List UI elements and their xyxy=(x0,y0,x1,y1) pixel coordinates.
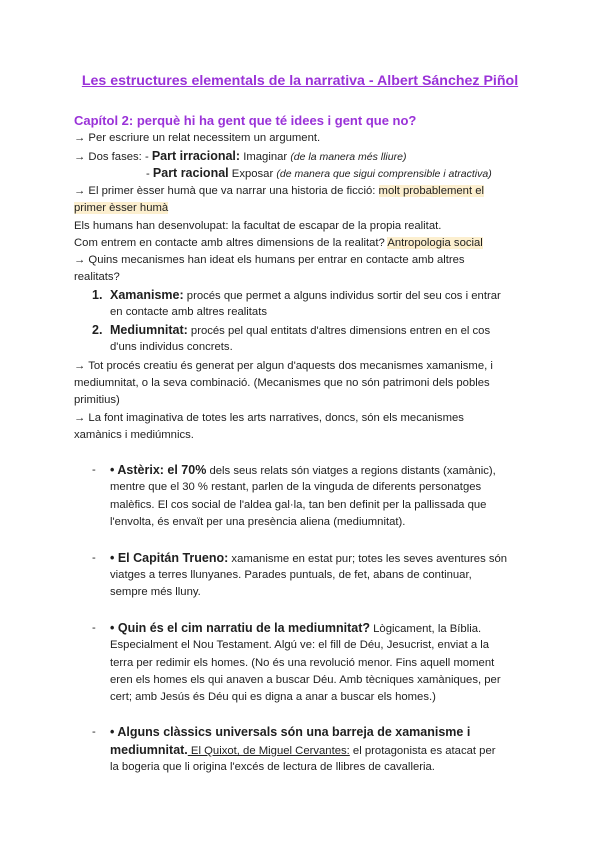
dash-prefix: - xyxy=(146,168,153,180)
bullet-item xyxy=(110,550,507,568)
text-line: mediumnitat, o la seva combinació. (Mecanismes que no són patrimoni dels pobles xyxy=(74,377,490,389)
text-line: → Per escriure un relat necessitem un argument. xyxy=(74,132,321,144)
text-fragment: Lògicament, la Bíblia. xyxy=(370,623,482,635)
numbered-item xyxy=(92,322,102,340)
bold-term: • El Capitán Trueno: xyxy=(110,551,229,565)
italic-note: (de manera que sigui comprensible i atractiva) xyxy=(276,168,492,180)
highlighted-text: Antropologia social xyxy=(387,237,483,249)
text-fragment: Imaginar xyxy=(240,151,291,163)
text-line: viatges a terres llunyanes. Parades puntuals, de fet, abans de continuar, xyxy=(110,569,472,581)
bullet-item xyxy=(110,462,496,480)
bold-term: Part racional xyxy=(152,166,229,180)
dash-marker: - xyxy=(92,726,96,738)
bullet-item xyxy=(110,620,481,638)
text-line: Els humans han desenvolupat: la facultat de escapar de la propia realitat. xyxy=(74,220,442,232)
text-line: en contacte amb altres realitats xyxy=(110,306,267,318)
bold-term: • Astèrix: el 70% xyxy=(110,463,207,477)
text-fragment: el protagonista es atacat per xyxy=(349,745,496,757)
text-line xyxy=(146,165,492,183)
text-line: malèfics. El cos social de l'aldea gal·la, tan ben definit per la pallissada que xyxy=(110,499,487,511)
text-fragment: xamanisme en estat pur; totes les seves aventures són xyxy=(228,553,508,565)
text-line: eren els homes els qui anaven a buscar Déu. Amb tècniques xamàniques, per xyxy=(110,674,501,686)
item-number: 1. xyxy=(92,288,103,302)
text-line: la bogeria que li origina l'excés de lectura de llibres de cavalleria. xyxy=(110,761,435,773)
text-line: → Quins mecanismes han ideat els humans per entrar en contacte amb altres xyxy=(74,254,465,266)
text-line: sempre més lluny. xyxy=(110,586,201,598)
text-fragment: dels seus relats són viatges a regions distants (xamànic), xyxy=(206,465,496,477)
chapter-heading: Capítol 2: perquè hi ha gent que té idees i gent que no? xyxy=(74,113,417,128)
text-line: → La font imaginativa de totes les arts narratives, doncs, són els mecanismes xyxy=(74,412,464,424)
text-line xyxy=(74,200,168,217)
highlighted-text: molt probablement el xyxy=(378,185,485,197)
bullet-item xyxy=(110,724,470,742)
text-line xyxy=(74,148,406,166)
italic-note: (de la manera més lliure) xyxy=(290,151,407,163)
text-fragment: Com entrem en contacte amb altres dimensions de la realitat? xyxy=(74,237,388,249)
text-line xyxy=(110,742,496,760)
text-line: terra per redimir els homes. (No és una revolució menor. Fins aquell moment xyxy=(110,657,495,669)
text-line: xamànics i mediúmnics. xyxy=(74,429,194,441)
numbered-item xyxy=(92,287,102,305)
text-line xyxy=(74,183,484,200)
text-fragment: → El primer èsser humà que va narrar una historia de ficció: xyxy=(74,185,379,197)
dash-marker: - xyxy=(92,464,96,476)
text-fragment: Exposar xyxy=(228,168,277,180)
text-fragment: procés pel qual entitats d'altres dimensions entren en el cos xyxy=(187,325,491,337)
bold-term: Mediumnitat: xyxy=(110,323,188,337)
bold-term: • Alguns clàssics universals són una barreja de xamanisme i xyxy=(110,725,471,739)
bold-term: Part irracional: xyxy=(151,149,241,163)
text-fragment: procés que permet a alguns individus sortir del seu cos i entrar xyxy=(183,290,501,302)
arrow-prefix: → Dos fases: - xyxy=(74,151,152,163)
bold-term: mediumnitat. xyxy=(110,743,188,757)
text-line: primitius) xyxy=(74,394,120,406)
bold-term: Xamanisme: xyxy=(110,288,184,302)
highlighted-text: primer èsser humà xyxy=(74,202,169,214)
text-line: → Tot procés creatiu és generat per algun d'aquests dos mecanismes xamanisme, i xyxy=(74,360,493,372)
bold-term: • Quin és el cim narratiu de la mediumnitat? xyxy=(110,621,370,635)
numbered-item-text xyxy=(110,287,501,305)
text-line: d'uns individus concrets. xyxy=(110,341,233,353)
text-line: realitats? xyxy=(74,271,120,283)
underlined-reference: El Quixot, de Miguel Cervantes: xyxy=(187,745,350,757)
text-line: l'envolta, és envaït per una presència aliena (mediumnitat). xyxy=(110,516,406,528)
numbered-item-text xyxy=(110,322,490,340)
document-title: Les estructures elementals de la narrativa - Albert Sánchez Piñol xyxy=(81,73,519,89)
dash-marker: - xyxy=(92,622,96,634)
dash-marker: - xyxy=(92,552,96,564)
text-line xyxy=(74,235,483,252)
text-line: mentre que el 30 % restant, parlen de la vinguda de diferents personatges xyxy=(110,481,482,493)
item-number: 2. xyxy=(92,323,103,337)
text-line: cert; amb Jesús és Déu qui es digna a anar a buscar els homes.) xyxy=(110,691,436,703)
text-line: Especialment el Nou Testament. Algú ve: el fill de Déu, Jesucrist, enviat a la xyxy=(110,639,490,651)
